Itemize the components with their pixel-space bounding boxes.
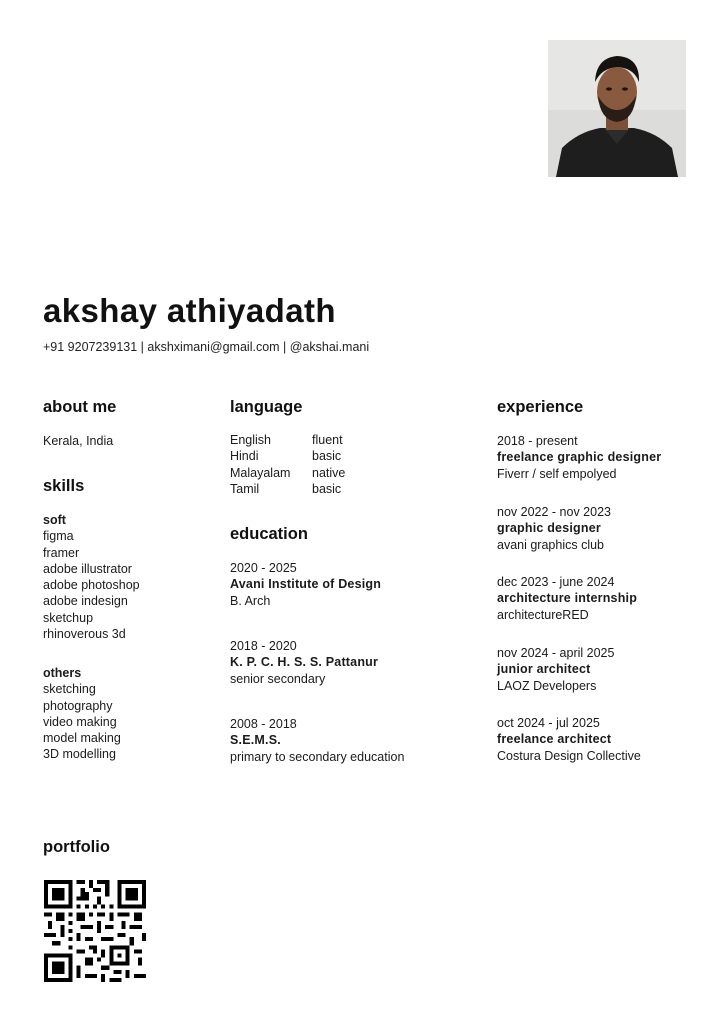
language-level: basic [312, 481, 342, 496]
location: Kerala, India [43, 434, 114, 448]
education-entry [230, 560, 381, 609]
full-name: akshay athiyadath [43, 292, 336, 329]
skill-item: rhinoverous 3d [43, 627, 126, 642]
skill-item: model making [43, 731, 121, 746]
others-skills-heading: others [43, 666, 82, 680]
experience-period: 2018 - present [497, 434, 578, 448]
education-years: 2018 - 2020 [230, 639, 297, 653]
skill-item: adobe illustrator [43, 561, 132, 576]
skill-item: figma [43, 529, 74, 544]
about-heading: about me [43, 398, 117, 416]
skill-item: framer [43, 545, 80, 560]
education-school: K. P. C. H. S. S. Pattanur [230, 655, 379, 670]
experience-entry [497, 504, 611, 553]
experience-role: freelance architect [497, 732, 612, 747]
experience-period: nov 2024 - april 2025 [497, 646, 615, 660]
language-table [230, 432, 345, 497]
soft-skills-heading: soft [43, 513, 66, 527]
experience-org: architectureRED [497, 607, 589, 622]
education-detail: primary to secondary education [230, 749, 405, 764]
skill-item: 3D modelling [43, 747, 116, 762]
profile-photo-image [548, 40, 686, 177]
education-entry [230, 716, 404, 765]
skill-item: photography [43, 698, 113, 713]
education-detail: senior secondary [230, 671, 326, 686]
qr-code-icon [44, 880, 146, 982]
experience-org: Costura Design Collective [497, 748, 641, 763]
skill-item: sketchup [43, 610, 94, 625]
contact-line: +91 9207239131 | akshximani@gmail.com | @akshai.mani [43, 340, 370, 354]
experience-entry [497, 715, 641, 764]
experience-role: architecture internship [497, 591, 638, 606]
experience-period: oct 2024 - jul 2025 [497, 716, 600, 730]
portfolio-heading: portfolio [43, 838, 110, 856]
language-name: Malayalam [230, 465, 291, 480]
experience-heading: experience [497, 398, 584, 416]
education-entry [230, 638, 378, 687]
language-level: basic [312, 449, 342, 464]
experience-role: graphic designer [497, 521, 601, 536]
education-heading: education [230, 525, 308, 543]
language-name: Hindi [230, 449, 259, 464]
other-skills-list [43, 665, 121, 763]
language-level: fluent [312, 433, 343, 447]
skill-item: video making [43, 714, 117, 729]
experience-period: nov 2022 - nov 2023 [497, 505, 611, 519]
education-school: Avani Institute of Design [230, 577, 382, 592]
experience-period: dec 2023 - june 2024 [497, 575, 615, 589]
experience-entry [497, 645, 614, 694]
experience-org: avani graphics club [497, 537, 605, 552]
profile-photo [548, 40, 686, 177]
skill-item: adobe photoshop [43, 578, 140, 593]
skills-heading: skills [43, 477, 85, 495]
education-years: 2020 - 2025 [230, 561, 297, 575]
skill-item: sketching [43, 682, 96, 697]
experience-org: LAOZ Developers [497, 678, 597, 693]
education-school: S.E.M.S. [230, 733, 281, 748]
language-level: native [312, 465, 346, 480]
experience-org: Fiverr / self empolyed [497, 466, 617, 481]
experience-entry [497, 574, 637, 623]
experience-role: freelance graphic designer [497, 450, 662, 465]
qr-code[interactable] [44, 880, 146, 982]
language-heading: language [230, 398, 303, 416]
education-detail: B. Arch [230, 593, 271, 608]
language-name: Tamil [230, 481, 260, 496]
experience-role: junior architect [497, 662, 591, 677]
soft-skills-list [43, 512, 140, 642]
language-name: English [230, 433, 271, 447]
experience-entry [497, 433, 661, 482]
skill-item: adobe indesign [43, 594, 128, 609]
education-years: 2008 - 2018 [230, 717, 297, 731]
